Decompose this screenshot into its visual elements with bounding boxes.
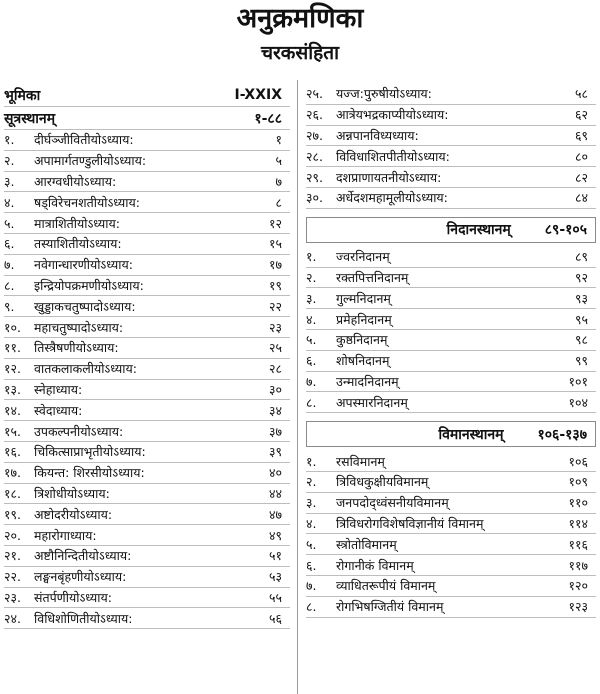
toc-entry[interactable] — [306, 330, 596, 351]
toc-entry-title — [306, 248, 390, 265]
toc-entry[interactable] — [4, 172, 290, 193]
toc-entry-page: ५३ — [268, 569, 282, 585]
toc-entry-title — [4, 547, 131, 564]
toc-entry-number: १३. — [4, 381, 21, 397]
section-label: सूत्रस्थानम् — [4, 110, 56, 127]
toc-entry-number: ५. — [306, 536, 317, 552]
toc-entry[interactable] — [4, 213, 290, 234]
toc-entry-title — [306, 85, 432, 102]
toc-entry[interactable] — [4, 588, 290, 609]
toc-entry-number: ६. — [306, 353, 317, 369]
toc-entry-title — [4, 443, 146, 460]
toc-entry-label: गुल्मनिदानम् — [336, 290, 391, 306]
toc-entry-title — [4, 173, 116, 190]
toc-entry-page: १२ — [268, 215, 282, 231]
toc-entry-number: २५. — [306, 86, 323, 102]
toc-entry-page: ११४ — [568, 515, 588, 531]
toc-entry-page: ५६ — [268, 610, 282, 626]
toc-entry[interactable] — [4, 255, 290, 276]
toc-section-vimana[interactable] — [306, 421, 596, 447]
toc-entry[interactable] — [4, 234, 290, 255]
toc-entry[interactable] — [4, 130, 290, 151]
toc-entry-number: १६. — [4, 444, 21, 460]
toc-entry-page: ९२ — [574, 269, 588, 285]
toc-entry-label: महाचतुष्पादोऽध्याय: — [34, 319, 124, 335]
toc-entry-title — [306, 189, 448, 206]
toc-entry[interactable] — [4, 484, 290, 505]
toc-entry[interactable] — [306, 288, 596, 309]
toc-entry-page: ५५ — [268, 589, 282, 605]
toc-entry-page: ४० — [268, 465, 282, 481]
toc-entry-number: २८. — [306, 148, 323, 164]
toc-entry[interactable] — [4, 338, 290, 359]
page-title: अनुक्रमणिका — [236, 3, 364, 34]
toc-entry-page: ११७ — [568, 557, 588, 573]
toc-entry-label: उपकल्पनीयोऽध्याय: — [34, 423, 124, 439]
toc-entry-page: ५ — [275, 153, 282, 169]
toc-entry-number: २१. — [4, 548, 21, 564]
section-label: विमानस्थानम् — [438, 426, 504, 443]
toc-entry-title — [4, 589, 112, 606]
toc-entry[interactable] — [306, 576, 596, 597]
toc-entry-title — [4, 215, 120, 232]
toc-entry-label: रक्तपित्तनिदानम् — [336, 269, 409, 285]
toc-entry-page: १०९ — [568, 474, 588, 490]
toc-entry-label: रोगभिषग्जितीयं विमानम् — [336, 599, 444, 615]
toc-left-column — [4, 84, 290, 629]
toc-entry-page: २५ — [268, 340, 282, 356]
toc-entry-title — [306, 373, 399, 390]
toc-entry-page: ९८ — [574, 332, 588, 348]
toc-entry-title — [4, 360, 137, 377]
toc-entry-page: ८९ — [574, 249, 588, 265]
toc-entry-title — [4, 152, 146, 169]
toc-entry-number: १. — [306, 249, 317, 265]
toc-entry-label: त्रिविधरोगविशेषविज्ञानीयं विमानम् — [336, 515, 484, 531]
toc-entry-label: ज्वरनिदानम् — [336, 249, 390, 265]
toc-entry-page: ९५ — [574, 311, 588, 327]
toc-entry-page: १०४ — [568, 394, 588, 410]
toc-entry-title — [4, 235, 122, 252]
toc-entry-number: २७. — [306, 127, 323, 143]
toc-entry[interactable] — [306, 493, 596, 514]
toc-entry-page: २८ — [268, 361, 282, 377]
toc-entry-number: २४. — [4, 610, 21, 626]
toc-entry-number: ५. — [306, 332, 317, 348]
sutra-chapter-list-continued — [306, 84, 596, 209]
toc-entry[interactable] — [4, 608, 290, 629]
toc-entry-label: प्रमेहनिदानम् — [336, 311, 392, 327]
toc-entry-label: तिस्त्रैषणीयोऽध्याय: — [34, 340, 119, 356]
toc-entry-page: ३९ — [268, 444, 282, 460]
section-label: निदानस्थानम् — [446, 222, 511, 239]
toc-entry-page: ४४ — [268, 485, 282, 501]
toc-entry[interactable] — [4, 276, 290, 297]
toc-entry-number: २९. — [306, 169, 323, 185]
toc-entry-page: ४७ — [268, 506, 282, 522]
toc-entry-label: अपामार्गतण्डुलीयोऽध्याय: — [34, 153, 147, 169]
toc-entry-page: १०६ — [568, 453, 588, 469]
toc-entry-title — [306, 269, 408, 286]
toc-entry-title — [4, 256, 133, 273]
toc-entry-page: ६९ — [574, 127, 588, 143]
toc-entry-title — [4, 194, 140, 211]
toc-entry-title — [4, 464, 145, 481]
toc-entry[interactable] — [306, 268, 596, 289]
toc-entry[interactable] — [4, 442, 290, 463]
toc-entry-label: अष्टौनिन्दितीयोऽध्याय: — [34, 548, 132, 564]
toc-entry-title — [4, 568, 126, 585]
toc-entry-label: विविधाशितपीतीयोऽध्याय: — [336, 148, 450, 164]
toc-entry-number: २६. — [306, 107, 323, 123]
toc-entry-number: ७. — [306, 373, 317, 389]
toc-entry-label: आरग्वधीयोऽध्याय: — [34, 173, 117, 189]
toc-entry-page: ९९ — [574, 353, 588, 369]
toc-entry-page: ५१ — [268, 548, 282, 564]
toc-entry[interactable] — [4, 463, 290, 484]
toc-entry-label: स्वेदाध्याय: — [34, 402, 83, 418]
toc-entry-title — [306, 352, 389, 369]
toc-entry-page: ११० — [568, 495, 588, 511]
toc-entry-page: १ — [275, 132, 282, 148]
toc-entry-title — [4, 610, 132, 627]
toc-entry-page: ३४ — [268, 402, 282, 418]
toc-entry-number: १. — [306, 453, 317, 469]
toc-entry-number: ३. — [306, 290, 317, 306]
toc-entry-title — [4, 277, 144, 294]
toc-entry[interactable] — [306, 534, 596, 555]
toc-entry-title — [306, 169, 441, 186]
section-pages: ८९-१०५ — [544, 222, 587, 239]
toc-entry-page: ८२ — [574, 169, 588, 185]
toc-entry[interactable] — [4, 296, 290, 317]
toc-entry-number: २३. — [4, 589, 21, 605]
toc-entry-label: मात्राशितीयोऽध्याय: — [34, 215, 120, 231]
toc-entry-label: लङ्घनबृंहणीयोऽध्याय: — [34, 569, 127, 585]
vimana-chapter-list — [306, 451, 596, 617]
sutra-chapter-list — [4, 130, 290, 629]
toc-entry[interactable] — [306, 597, 596, 618]
toc-entry-label: दशप्राणायतनीयोऽध्याय: — [336, 169, 442, 185]
toc-entry-label: स्त्रोतोविमानम् — [336, 536, 397, 552]
toc-entry-label: इन्द्रियोपक्रमणीयोऽध्याय: — [34, 277, 144, 293]
toc-entry[interactable] — [306, 472, 596, 493]
toc-entry-label: त्रिशोधीयोऽध्याय: — [34, 485, 110, 501]
toc-entry-number: ३. — [306, 495, 317, 511]
toc-entry-label: अर्धेदशमहामूलीयोऽध्याय: — [336, 190, 448, 206]
toc-entry-number: १४. — [4, 402, 21, 418]
toc-entry-number: ७. — [4, 257, 15, 273]
toc-entry-label: नवेगान्धारणीयोऽध्याय: — [34, 257, 133, 273]
toc-entry-label: रोगानीकं विमानम् — [336, 557, 414, 573]
section-pages: १०६-१३७ — [537, 426, 587, 443]
toc-entry[interactable] — [4, 525, 290, 546]
toc-entry-number: १९. — [4, 506, 21, 522]
toc-entry[interactable] — [306, 105, 596, 126]
toc-section-sutra[interactable] — [4, 107, 290, 130]
toc-entry-page: ६२ — [574, 107, 588, 123]
toc-entry-title — [306, 394, 408, 411]
toc-entry-number: २. — [306, 269, 317, 285]
toc-entry[interactable] — [306, 451, 596, 472]
toc-entry[interactable] — [4, 504, 290, 525]
toc-entry-label: चिकित्साप्राभृतीयोऽध्याय: — [34, 444, 146, 460]
toc-entry-label: उन्मादनिदानम् — [336, 373, 399, 389]
toc-entry-label: रसविमानम् — [336, 453, 385, 469]
section-pages: १-८८ — [254, 110, 282, 127]
toc-entry-number: ४. — [306, 311, 317, 327]
toc-entry[interactable] — [4, 421, 290, 442]
toc-entry-title — [4, 423, 123, 440]
toc-entry-page: १९ — [268, 277, 282, 293]
toc-entry-label: संतर्पणीयोऽध्याय: — [34, 589, 112, 605]
toc-entry-number: १८. — [4, 485, 21, 501]
toc-entry-title — [306, 577, 435, 594]
toc-entry-title — [4, 298, 136, 315]
toc-entry-number: १५. — [4, 423, 21, 439]
toc-entry-number: ११. — [4, 340, 21, 356]
toc-intro-label: भूमिका — [4, 87, 41, 104]
toc-entry[interactable] — [306, 126, 596, 147]
toc-entry[interactable] — [306, 247, 596, 268]
column-divider — [297, 80, 298, 694]
toc-entry-title — [4, 319, 123, 336]
toc-entry-number: १. — [4, 132, 15, 148]
toc-entry-number: ५. — [4, 215, 15, 231]
toc-intro-row[interactable] — [4, 84, 290, 107]
toc-entry-title — [306, 106, 448, 123]
toc-entry-title — [306, 453, 385, 470]
toc-entry-number: २. — [306, 474, 317, 490]
toc-entry-page: ८ — [275, 194, 282, 210]
toc-entry-title — [4, 527, 97, 544]
toc-entry-label: त्रिविधकुक्षीयविमानम् — [336, 474, 429, 490]
toc-entry-title — [306, 290, 391, 307]
toc-entry-page: ५८ — [574, 86, 588, 102]
toc-entry[interactable] — [306, 84, 596, 105]
toc-entry-label: खुड्डाकचतुष्पादोऽध्याय: — [34, 298, 136, 314]
toc-entry-label: शोषनिदानम् — [336, 353, 390, 369]
toc-entry-page: १०१ — [568, 373, 588, 389]
toc-entry-label: आत्रेयभद्रकाप्यीयोऽध्याय: — [336, 107, 449, 123]
toc-entry[interactable] — [306, 146, 596, 167]
toc-entry-label: षड्विरेचनशतीयोऽध्याय: — [34, 194, 140, 210]
toc-entry-label: जनपदोद्ध्वंसनीयविमानम् — [336, 495, 449, 511]
toc-entry-label: कुष्ठनिदानम् — [336, 332, 388, 348]
toc-entry-number: २०. — [4, 527, 21, 543]
toc-entry-label: व्याधितरूपीयं विमानम् — [336, 578, 436, 594]
toc-entry-number: ६. — [306, 557, 317, 573]
toc-entry-number: ४. — [4, 194, 15, 210]
toc-entry-number: १०. — [4, 319, 21, 335]
toc-entry-number: २२. — [4, 569, 21, 585]
toc-entry-label: तस्याशितीयोऽध्याय: — [34, 236, 122, 252]
toc-entry-page: २२ — [268, 298, 282, 314]
toc-section-nidana[interactable] — [306, 217, 596, 243]
toc-entry[interactable] — [306, 555, 596, 576]
toc-entry-number: २. — [4, 153, 15, 169]
toc-entry[interactable] — [306, 309, 596, 330]
toc-entry-title — [306, 148, 450, 165]
toc-entry[interactable] — [306, 514, 596, 535]
toc-entry-label: यज्ज:पुरुषीयोऽध्याय: — [336, 86, 432, 102]
toc-entry-number: ८. — [306, 599, 317, 615]
toc-entry-page: ७ — [275, 173, 282, 189]
toc-entry-title — [306, 515, 483, 532]
toc-entry-page: १७ — [268, 257, 282, 273]
toc-intro-page: I-XXIX — [234, 87, 282, 103]
toc-entry-title — [306, 536, 397, 553]
toc-entry-page: ११६ — [568, 536, 588, 552]
toc-entry-number: ४. — [306, 515, 317, 531]
toc-entry-number: १२. — [4, 361, 21, 377]
toc-entry-page: ८० — [574, 148, 588, 164]
toc-entry[interactable] — [4, 359, 290, 380]
toc-entry-page: १५ — [268, 236, 282, 252]
toc-entry-title — [4, 381, 82, 398]
toc-entry-page: ३७ — [268, 423, 282, 439]
toc-entry-number: ८. — [306, 394, 317, 410]
toc-entry-number: ७. — [306, 578, 317, 594]
toc-entry[interactable] — [4, 546, 290, 567]
toc-entry[interactable] — [306, 188, 596, 209]
toc-entry[interactable] — [4, 380, 290, 401]
toc-entry-number: ३०. — [306, 190, 323, 206]
toc-entry-label: अपस्मारनिदानम् — [336, 394, 408, 410]
toc-entry-title — [306, 494, 449, 511]
toc-entry-number: ८. — [4, 277, 15, 293]
toc-entry[interactable] — [4, 151, 290, 172]
toc-entry-number: ३. — [4, 173, 15, 189]
toc-entry-label: अन्नपानविध्यध्याय: — [336, 127, 419, 143]
toc-entry-page: ९३ — [574, 290, 588, 306]
toc-entry[interactable] — [4, 192, 290, 213]
toc-entry[interactable] — [4, 567, 290, 588]
toc-entry[interactable] — [306, 372, 596, 393]
toc-entry-label: स्नेहाध्याय: — [34, 381, 83, 397]
toc-entry-label: दीर्घञ्जीवितीयोऽध्याय: — [34, 132, 134, 148]
toc-entry-title — [306, 311, 392, 328]
toc-entry-title — [4, 485, 110, 502]
toc-entry-title — [306, 473, 428, 490]
toc-entry-number: ९. — [4, 298, 15, 314]
toc-entry-page: ८४ — [574, 190, 588, 206]
toc-entry-title — [4, 402, 82, 419]
toc-entry-title — [306, 598, 443, 615]
toc-entry[interactable] — [306, 351, 596, 372]
toc-entry-page: १२३ — [568, 599, 588, 615]
toc-entry-title — [306, 331, 387, 348]
toc-entry-label: कियन्त: शिरसीयोऽध्याय: — [34, 465, 145, 481]
toc-entry-page: ३० — [268, 381, 282, 397]
toc-entry-number: ६. — [4, 236, 15, 252]
nidana-chapter-list — [306, 247, 596, 413]
page-subtitle: चरकसंहिता — [260, 42, 340, 64]
toc-entry-title — [4, 131, 134, 148]
toc-entry-label: विधिशोणितीयोऽध्याय: — [34, 610, 133, 626]
toc-entry-page: ४९ — [268, 527, 282, 543]
toc-entry-number: १७. — [4, 465, 21, 481]
toc-entry-label: महारोगाध्याय: — [34, 527, 97, 543]
toc-entry-title — [306, 557, 414, 574]
toc-entry-label: वातकलाकलीयोऽध्याय: — [34, 361, 137, 377]
toc-entry-title — [4, 506, 112, 523]
toc-entry-title — [4, 339, 119, 356]
toc-entry-title — [306, 127, 419, 144]
toc-entry-label: अष्टोदरीयोऽध्याय: — [34, 506, 113, 522]
toc-entry-page: १२० — [568, 578, 588, 594]
toc-entry[interactable] — [306, 392, 596, 413]
toc-entry-page: २३ — [268, 319, 282, 335]
toc-entry[interactable] — [4, 317, 290, 338]
toc-entry[interactable] — [306, 167, 596, 188]
toc-entry[interactable] — [4, 400, 290, 421]
toc-right-column — [306, 84, 596, 618]
